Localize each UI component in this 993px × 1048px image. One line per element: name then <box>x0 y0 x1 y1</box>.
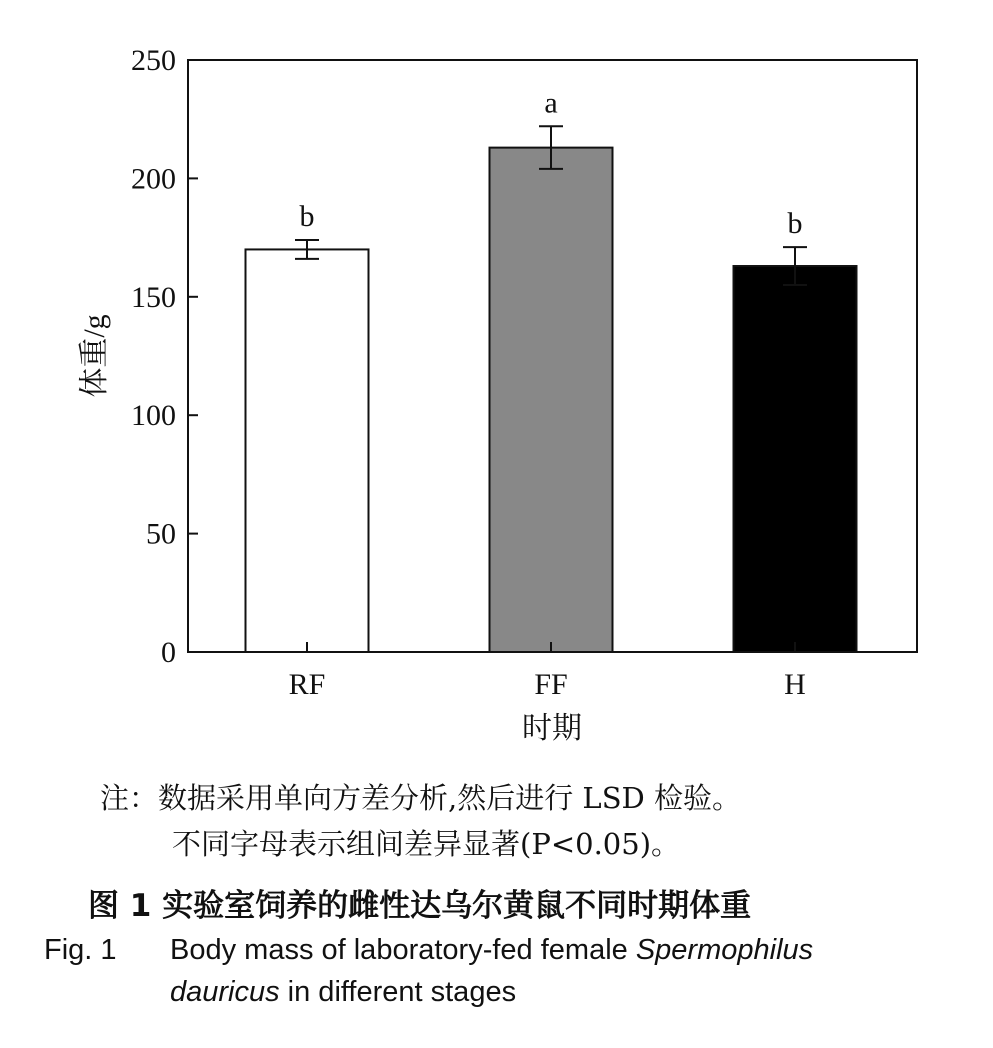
x-tick-label: H <box>784 668 806 701</box>
x-tick-label: RF <box>288 668 326 701</box>
significance-letter: b <box>787 207 803 241</box>
y-axis-title: 体重/g <box>78 314 111 398</box>
figure-caption-en-line-1 <box>44 934 813 967</box>
bar-ff <box>490 148 613 652</box>
note-line-2: 不同字母表示组间差异显著(P<0.05)。 <box>172 827 681 861</box>
figure-caption-cn: 图 1 实验室饲养的雌性达乌尔黄鼠不同时期体重 <box>88 888 752 924</box>
x-tick-label: FF <box>534 668 568 701</box>
figure-caption-en-line-2 <box>170 976 516 1009</box>
figure-number: Fig. 1 <box>44 934 117 966</box>
y-tick-label: 150 <box>131 280 176 314</box>
significance-letter: b <box>299 199 315 233</box>
species-epithet: dauricus <box>170 976 280 1008</box>
note-line-1: 注：数据采用单向方差分析,然后进行 LSD 检验。 <box>100 781 742 815</box>
caption-text: Body mass of laboratory-fed female <box>170 934 636 966</box>
bars <box>246 86 857 652</box>
caption-text-2: in different stages <box>279 976 517 1008</box>
y-tick-label: 50 <box>146 517 176 551</box>
y-tick-label: 200 <box>131 162 176 196</box>
bar-h <box>734 266 857 652</box>
y-tick-label: 250 <box>131 44 176 77</box>
y-tick-label: 100 <box>131 399 176 433</box>
x-axis-title: 时期 <box>522 712 582 745</box>
significance-letter: a <box>544 86 558 120</box>
species-genus: Spermophilus <box>635 934 814 966</box>
y-tick-label: 0 <box>161 636 176 669</box>
bar-rf <box>246 249 369 652</box>
